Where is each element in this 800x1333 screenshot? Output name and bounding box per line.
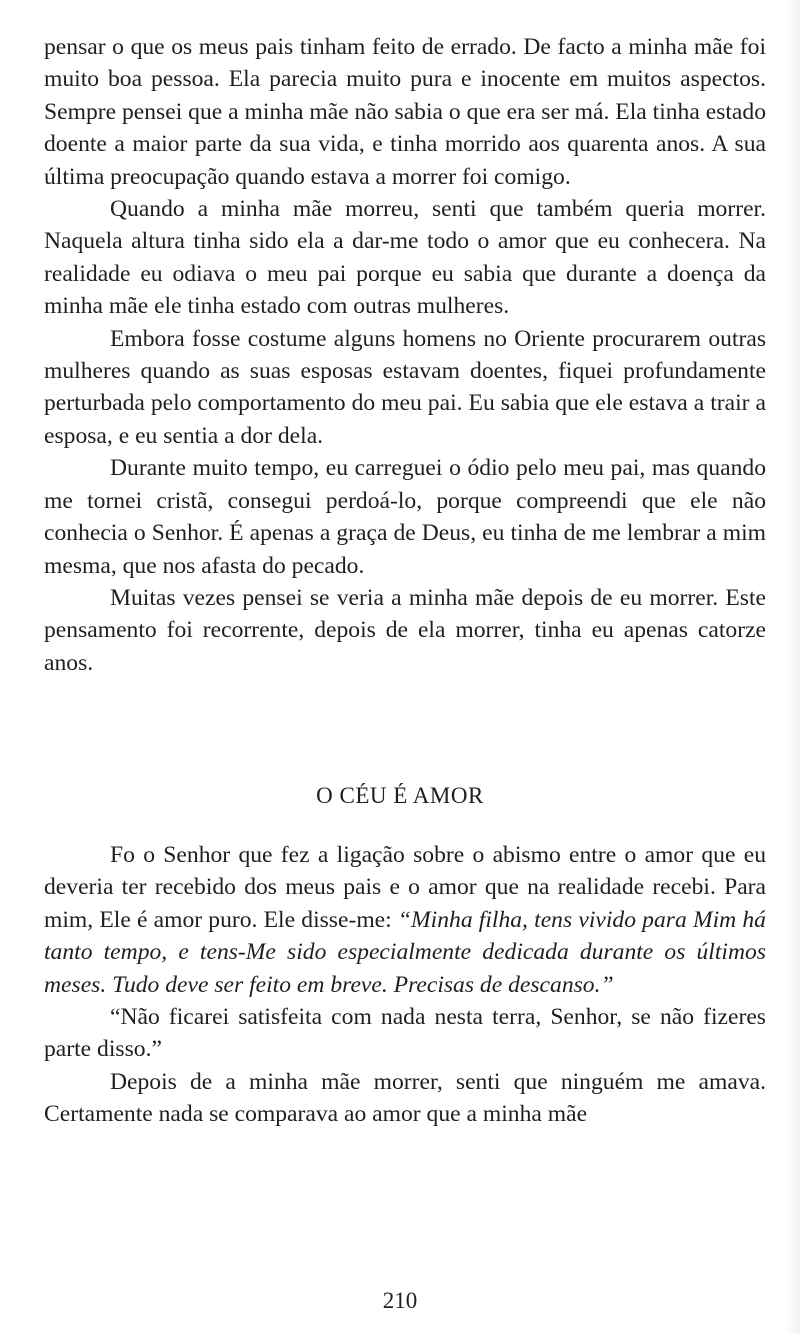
page-number: 210 <box>382 1288 418 1313</box>
paragraph-love <box>44 839 766 1001</box>
paragraph: Durante muito tempo, eu carreguei o ódio pelo meu pai, mas quando me tornei cristã, consegui perdoá-lo, porque compreendi que ele não conhecia o Senhor. É apenas a graça de Deus, eu tinha de me lembrar a mim mesma, que nos afasta do pecado. <box>44 455 766 579</box>
paragraph: Depois de a minha mãe morrer, senti que ninguém me amava. Certamente nada se comparava ao amor que a minha mãe <box>44 1068 766 1128</box>
page-edge-shadow <box>786 0 800 1333</box>
paragraph-love-lead: Fo o Senhor que fez a ligação sobre o abismo entre o amor que eu deveria ter recebido dos meus pais e o amor que na realidade recebi. Para mim, Ele é amor puro. Ele disse-me: <box>44 842 766 933</box>
section-heading: O CÉU É AMOR <box>316 783 484 808</box>
body-text-top <box>44 31 766 679</box>
body-text-bottom <box>44 839 766 1131</box>
paragraph: pensar o que os meus pais tinham feito de errado. De facto a minha mãe foi muito boa pessoa. Ela parecia muito pura e inocente em muitos aspectos. Sempre pensei que a minha mãe não sabia o que era ser má. Ela tinha estado doente a maior parte da sua vida, e tinha morrido aos quarenta anos. A sua última preocupação quando estava a morrer foi comigo. <box>44 34 766 190</box>
paragraph: “Não ficarei satisfeita com nada nesta terra, Senhor, se não fizeres parte disso.” <box>44 1004 766 1063</box>
quoted-speech: “Minha filha, tens vivido para Mim há tanto tempo, e tens-Me sido especialmente dedicada durante os últimos meses. Tudo deve ser feito em breve. Precisas de descanso.” <box>44 906 766 998</box>
paragraph: Muitas vezes pensei se veria a minha mãe depois de eu morrer. Este pensamento foi recorrente, depois de ela morrer, tinha eu apenas catorze anos. <box>44 584 766 676</box>
paragraph: Quando a minha mãe morreu, senti que também queria morrer. Naquela altura tinha sido ela a dar-me todo o amor que eu conhecera. Na realidade eu odiava o meu pai porque eu sabia que durante a doença da minha mãe ele tinha estado com outras mulheres. <box>44 196 766 320</box>
paragraph: Embora fosse costume alguns homens no Oriente procurarem outras mulheres quando as suas esposas estavam doentes, fiquei profundamente perturbada pelo comportamento do meu pai. Eu sabia que ele estava a trair a esposa, e eu sentia a dor dela. <box>44 325 766 449</box>
